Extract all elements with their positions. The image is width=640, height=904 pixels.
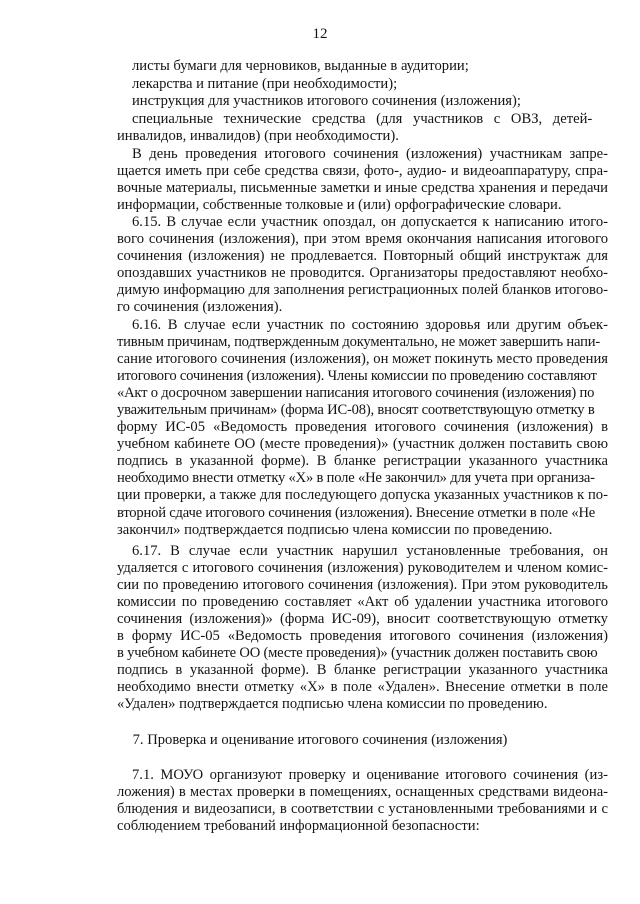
text-line: учебном кабинете ОО (месте проведения)» (участник должен поставить свою (117, 436, 609, 452)
text-line: тивным причинам, подтвержденным документально, не может завершить напи- (117, 334, 600, 350)
text-line: го сочинения (изложения). (117, 299, 283, 315)
text-line: В день проведения итогового сочинения (изложения) участникам запре- (132, 146, 608, 162)
text-line: инвалидов, инвалидов) (при необходимости). (117, 128, 399, 144)
text-line: сочинения (изложения)» (форма ИС-09), вносит соответствующую отметку (117, 611, 608, 627)
page-number: 12 (312, 26, 328, 42)
text-line: лекарства и питание (при необходимости); (132, 76, 398, 92)
text-line: итогового сочинения (изложения). Члены комиссии по проведению составляют (117, 368, 597, 384)
text-line: комиссии по проведению составляет «Акт об удалении участника итогового (117, 594, 609, 610)
text-line: вого сочинения (изложения), при этом время окончания написания итогового (117, 231, 608, 247)
text-line: необходимо внести отметку «Х» в поле «Удален». Внесение отметки в поле (117, 679, 608, 695)
text-line: закончил» подтверждается подписью члена комиссии по проведению. (117, 522, 553, 538)
text-line: специальные технические средства (для участников с ОВЗ, детей- (132, 111, 593, 127)
section-heading: 7. Проверка и оценивание итогового сочинения (изложения) (132, 732, 508, 748)
text-line: сание итогового сочинения (изложения), он может покинуть место проведения (117, 351, 608, 367)
text-line: сии по проведению итогового сочинения (изложения). При этом руководитель (117, 577, 608, 593)
text-line: подпись в указанной форме). В бланке регистрации указанного участника (117, 662, 608, 678)
text-line: инструкция для участников итогового сочинения (изложения); (132, 93, 521, 109)
text-line: «Удален» подтверждается подписью члена комиссии по проведению. (117, 696, 548, 712)
text-line: в форму ИС-05 «Ведомость проведения итогового сочинения (изложения) (117, 628, 608, 644)
text-line: блюдения и видеозаписи, в соответствии с установленными требованиями и с (117, 801, 608, 817)
text-line: опоздавших участников не проводится. Организаторы предоставляют необхо- (117, 265, 608, 281)
text-line: необходимо внести отметку «Х» в поле «Не закончил» для учета при организа- (117, 470, 595, 486)
text-line: подпись в указанной форме). В бланке регистрации указанного участника (117, 453, 608, 469)
text-line: щается иметь при себе средства связи, фото-, аудио- и видеоаппаратуру, спра- (117, 163, 609, 179)
text-line: сочинения (изложения) не продлевается. Повторный общий инструктаж для (117, 248, 608, 264)
text-line: 6.15. В случае если участник опоздал, он допускается к написанию итого- (132, 214, 609, 230)
text-line: информации, собственные толковые и (или) орфографические словари. (117, 197, 562, 213)
text-line: листы бумаги для черновиков, выданные в аудитории; (132, 58, 469, 74)
text-line: форму ИС-05 «Ведомость проведения итогового сочинения (изложения) в (117, 419, 608, 435)
text-line: 6.16. В случае если участник по состоянию здоровья или другим объек- (132, 317, 608, 333)
text-line: 6.17. В случае если участник нарушил установленные требования, он (132, 543, 608, 559)
text-line: в учебном кабинете ОО (месте проведения)» (участник должен поставить свою (117, 645, 598, 661)
text-line: вочные материалы, письменные заметки и иные средства хранения и передачи (117, 180, 608, 196)
text-line: уважительным причинам» (форма ИС-08), вносят соответствующую отметку в (117, 402, 595, 418)
text-line: соблюдением требований информационной безопасности: (117, 818, 480, 834)
text-line: 7.1. МОУО организуют проверку и оценивание итогового сочинения (из- (132, 767, 608, 783)
text-line: удаляется с итогового сочинения (изложения) руководителем и членом комис- (117, 560, 608, 576)
text-line: ложения) в местах проверки в помещениях, оснащенных средствами видеона- (117, 784, 609, 800)
text-line: «Акт о досрочном завершении написания итогового сочинения (изложения) по (117, 385, 595, 401)
text-line: димую информацию для заполнения регистрационных полей бланков итогово- (117, 282, 608, 298)
text-line: ции проверки, а также для последующего допуска указанных участников к по- (117, 487, 608, 503)
text-line: вторной сдаче итогового сочинения (изложения). Внесение отметки в поле «Не (117, 505, 596, 521)
